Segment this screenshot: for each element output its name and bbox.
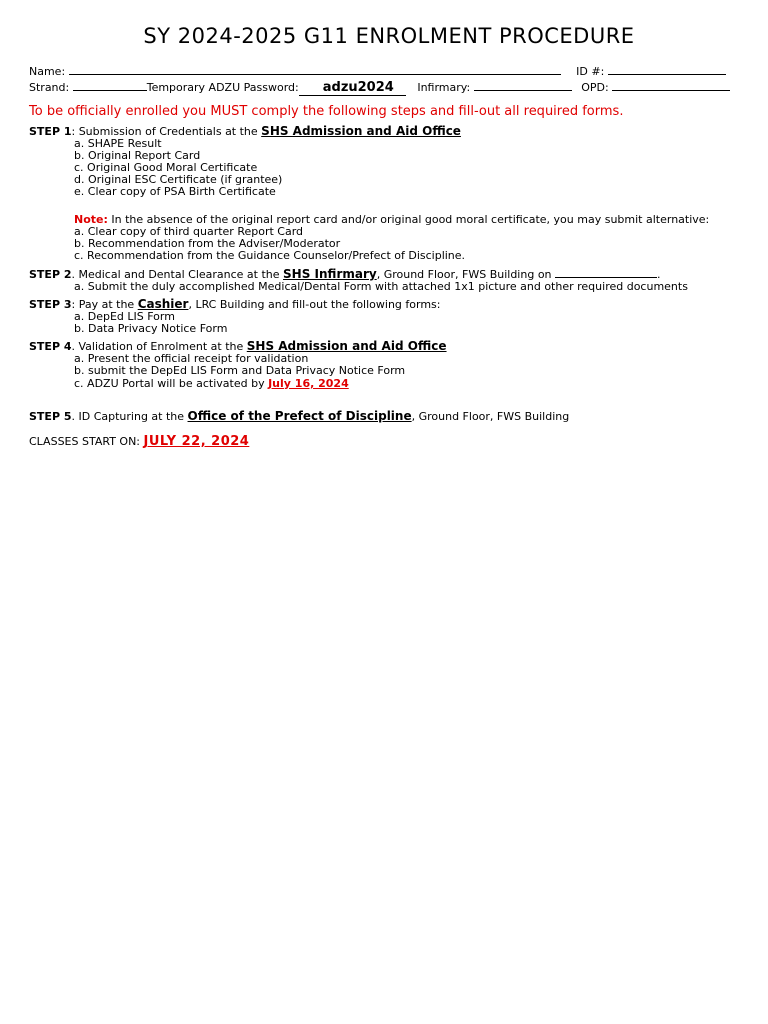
- step-4-item: b. submit the DepEd LIS Form and Data Privacy Notice Form: [74, 364, 406, 377]
- page-title: SY 2024-2025 G11 ENROLMENT PROCEDURE: [143, 24, 635, 48]
- step-4-heading: [29, 339, 447, 353]
- step-2-heading: [29, 267, 661, 281]
- id-blank: [608, 64, 726, 75]
- password-label: Temporary ADZU Password:: [146, 81, 299, 94]
- step-3-label: STEP 3: [29, 298, 72, 311]
- intro-instruction: To be officially enrolled you MUST comply the following steps and fill-out all required forms.: [29, 104, 624, 119]
- opd-label: OPD:: [581, 81, 609, 94]
- alt-item: c. Recommendation from the Guidance Counselor/Prefect of Discipline.: [74, 249, 466, 262]
- step-2-date-blank: [555, 267, 657, 278]
- name-label: Name:: [29, 65, 66, 78]
- strand-label: Strand:: [29, 81, 70, 94]
- step-1-place: SHS Admission and Aid Office: [261, 124, 461, 138]
- step-2-label: STEP 2: [29, 268, 72, 281]
- step-4-label: STEP 4: [29, 340, 72, 353]
- step-4-portal: [74, 377, 349, 390]
- step-4-place: SHS Admission and Aid Office: [246, 339, 447, 353]
- step-2-place: SHS Infirmary: [283, 267, 377, 281]
- step-3-place: Cashier: [137, 297, 189, 311]
- step-1-text: : Submission of Credentials at the: [71, 125, 262, 138]
- alt-item: b. Recommendation from the Adviser/Moderator: [74, 237, 341, 250]
- portal-text: c. ADZU Portal will be activated by: [74, 377, 269, 390]
- step-5-after: , Ground Floor, FWS Building: [411, 410, 570, 423]
- step-5-place: Office of the Prefect of Discipline: [187, 409, 412, 423]
- step-1-item: e. Clear copy of PSA Birth Certificate: [74, 185, 276, 198]
- step-2-text: . Medical and Dental Clearance at the: [71, 268, 284, 281]
- step-1-item: b. Original Report Card: [74, 149, 201, 162]
- note-label: Note:: [74, 213, 108, 226]
- name-line: [29, 64, 726, 78]
- step-1-item: c. Original Good Moral Certificate: [74, 161, 258, 174]
- classes-date: JULY 22, 2024: [143, 434, 250, 449]
- step-5-label: STEP 5: [29, 410, 72, 423]
- id-label: ID #:: [576, 65, 605, 78]
- step-1-item: a. SHAPE Result: [74, 137, 162, 150]
- step-1-heading: [29, 124, 461, 138]
- strand-line: [29, 80, 730, 95]
- name-blank: [69, 64, 561, 75]
- infirmary-blank: [474, 80, 572, 91]
- classes-label: CLASSES START ON:: [29, 435, 144, 448]
- note-text: In the absence of the original report card and/or original good moral certificate, you may submit alternative:: [107, 213, 710, 226]
- step-2-end: .: [657, 268, 661, 281]
- portal-date: July 16, 2024: [268, 377, 349, 390]
- step-3-item: a. DepEd LIS Form: [74, 310, 175, 323]
- opd-blank: [612, 80, 730, 91]
- alt-item: a. Clear copy of third quarter Report Card: [74, 225, 304, 238]
- step-2-after: , Ground Floor, FWS Building on: [376, 268, 556, 281]
- step-5-heading: [29, 409, 569, 423]
- step-3-item: b. Data Privacy Notice Form: [74, 322, 228, 335]
- strand-blank: [73, 80, 147, 91]
- classes-start-line: [29, 434, 249, 449]
- step-3-text: : Pay at the: [71, 298, 138, 311]
- step-3-heading: [29, 297, 440, 311]
- password-value: adzu2024: [299, 80, 406, 96]
- step-4-item: a. Present the official receipt for validation: [74, 352, 309, 365]
- step-2-item: a. Submit the duly accomplished Medical/Dental Form with attached 1x1 picture and other required documents: [74, 280, 688, 293]
- step-5-text: . ID Capturing at the: [71, 410, 188, 423]
- step-1-label: STEP 1: [29, 125, 72, 138]
- step-1-item: d. Original ESC Certificate (if grantee): [74, 173, 283, 186]
- step-3-after: , LRC Building and fill-out the following forms:: [188, 298, 441, 311]
- infirmary-label: Infirmary:: [417, 81, 471, 94]
- step-4-text: . Validation of Enrolment at the: [71, 340, 247, 353]
